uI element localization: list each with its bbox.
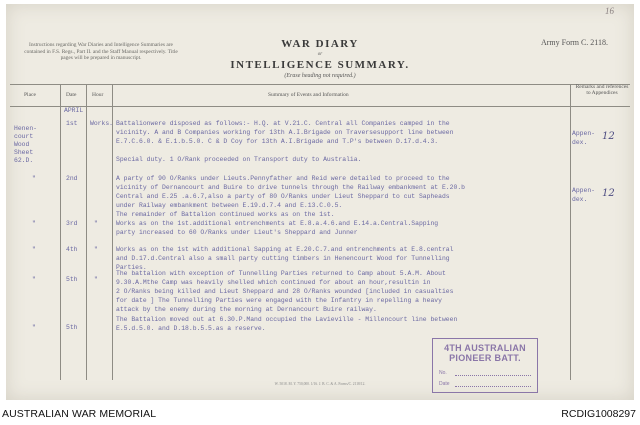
- entry-date: 5th: [66, 276, 78, 283]
- entry-text-line: Parties.: [116, 264, 147, 271]
- remark-appendix: Appen-: [572, 130, 596, 137]
- entry-hour: ": [94, 276, 98, 283]
- month-label: APRIL: [64, 107, 84, 114]
- record-id: RCDIG1008297: [561, 408, 636, 420]
- page-number-annotation: 16: [605, 6, 614, 16]
- entry-text-line: attack by the enemy during the morning at Dernancourt Buire railway.: [116, 306, 377, 313]
- remark-appendix: Appen-: [572, 187, 596, 194]
- table-header-rule: [10, 106, 630, 107]
- column-header-hour: Hour: [92, 92, 104, 98]
- remark-appendix: dex.: [572, 196, 588, 203]
- form-print-code: W. 5018. M. Y. 750,000. 1/16. J. B. C. & A. Forms/C. 2118/12.: [274, 382, 366, 386]
- entry-text-line: and D.17.d.Central also a small party cutting timbers in Henencourt Wood for Tunnelling: [116, 255, 450, 262]
- entry-text-line: E.5.d.5.0. and D.18.b.5.5.as a reserve.: [116, 325, 266, 332]
- entry-text-line: The battalion with exception of Tunnelling Parties returned to Camp about 5.A.M. About: [116, 270, 446, 277]
- place-line: 62.D.: [14, 157, 34, 164]
- stamp-number-line: [455, 375, 531, 376]
- entry-date: 2nd: [66, 175, 78, 182]
- entry-text-line: E.7.C.6.0. & E.1.b.5.0. C & D Coy for 13th A.I.Brigade and T.P's between D.17.d.4.3.: [116, 138, 439, 145]
- entry-text-line: The remainder of Battalion continued works as on the 1st.: [116, 211, 335, 218]
- column-divider: [570, 84, 571, 380]
- stamp-date-label: Date: [439, 381, 450, 387]
- entry-text-line: Works as on the 1st with additional Sapping at E.20.C.7.and entrenchments at E.8.central: [116, 246, 454, 253]
- remark-appendix-number: 12: [602, 188, 615, 199]
- column-header-remarks: Remarks and references to Appendices: [575, 84, 629, 97]
- place-ditto: ": [32, 246, 36, 253]
- archive-name: AUSTRALIAN WAR MEMORIAL: [2, 408, 157, 420]
- place-ditto: ": [32, 175, 36, 182]
- entry-text-line: under Railway embankment between E.19.d.7.4 and E.13.C.0.5.: [116, 202, 343, 209]
- form-title-or: or: [317, 52, 323, 57]
- entry-hour: Works.: [90, 120, 114, 127]
- table-top-rule: [10, 84, 630, 85]
- entry-text-line: 2 O/Ranks being killed and Lieut Sheppard and 28 O/Ranks wounded [included in casualties: [116, 288, 454, 295]
- entry-text-line: vicinity. A and B Companies working for 13th A.I.Brigade on Traversesupport line between: [116, 129, 454, 136]
- entry-hour: ": [94, 220, 98, 227]
- entry-text-line: Special duty. 1 O/Rank proceeded on Transport duty to Australia.: [116, 156, 362, 163]
- entry-text-line: 9.30.A.Mthe Camp was heavily shelled which continued for about an hour,resultin in: [116, 279, 431, 286]
- place-line: Wood: [14, 141, 30, 148]
- column-header-place: Place: [24, 92, 36, 98]
- remark-appendix-number: 12: [602, 131, 615, 142]
- instructions-text: Instructions regarding War Diaries and Intelligence Summaries are contained in F.S. Regs., Part II. and the Staff Manual respectively. Title pages will be prepared in manuscript.: [24, 42, 178, 62]
- stamp-line-1: 4TH AUSTRALIAN: [444, 343, 526, 353]
- army-form-number: Army Form C. 2118.: [540, 38, 608, 47]
- column-divider: [60, 84, 61, 380]
- stamp-line-2: PIONEER BATT.: [449, 353, 521, 363]
- column-header-date: Date: [66, 92, 77, 98]
- entry-text-line: Battalionwere disposed as follows:- H.Q. at V.21.C. Central all Companies camped in the: [116, 120, 450, 127]
- entry-date: 1st: [66, 120, 78, 127]
- entry-text-line: Central and E.25 .a.6.7,also a party of 80 O/Ranks under Lieut Sheppard to cut Sapheads: [116, 193, 450, 200]
- entry-text-line: Works as on the 1st.additional entrenchments at E.8.a.4.6.and E.14.a.Central.Sapping: [116, 220, 439, 227]
- place-line: Sheet: [14, 149, 34, 156]
- entry-text-line: A party of 90 O/Ranks under Lieuts.Pennyfather and Reid were detailed to proceed to the: [116, 175, 450, 182]
- place-line: Henen-: [14, 125, 38, 132]
- entry-hour: ": [94, 246, 98, 253]
- entry-date: 4th: [66, 246, 78, 253]
- form-title: WAR DIARY: [281, 38, 359, 50]
- entry-text-line: for date ] The Tunnelling Parties were engaged with the Infantry in repelling a heavy: [116, 297, 442, 304]
- remark-appendix: dex.: [572, 139, 588, 146]
- column-divider: [86, 84, 87, 380]
- form-title-secondary: INTELLIGENCE SUMMARY.: [230, 59, 410, 71]
- entry-date: 5th: [66, 324, 78, 331]
- column-header-summary: Summary of Events and Information: [268, 92, 349, 98]
- place-ditto: ": [32, 220, 36, 227]
- place-ditto: ": [32, 276, 36, 283]
- place-ditto: ": [32, 324, 36, 331]
- form-subtitle: (Erase heading not required.): [284, 73, 356, 79]
- stamp-number-label: No.: [439, 370, 447, 376]
- entry-text-line: vicinity of Dernancourt and Buire to drive tunnels through the Railway embankment at E.20.b: [116, 184, 465, 191]
- entry-text-line: The Battalion moved out at 6.30.P.Mand occupied the Lavieville - Millencourt line between: [116, 316, 458, 323]
- place-line: court: [14, 133, 34, 140]
- entry-date: 3rd: [66, 220, 78, 227]
- diary-page: [6, 4, 634, 400]
- entry-text-line: party increased to 60 O/Ranks under Lieut's Sheppard and Junner: [116, 229, 358, 236]
